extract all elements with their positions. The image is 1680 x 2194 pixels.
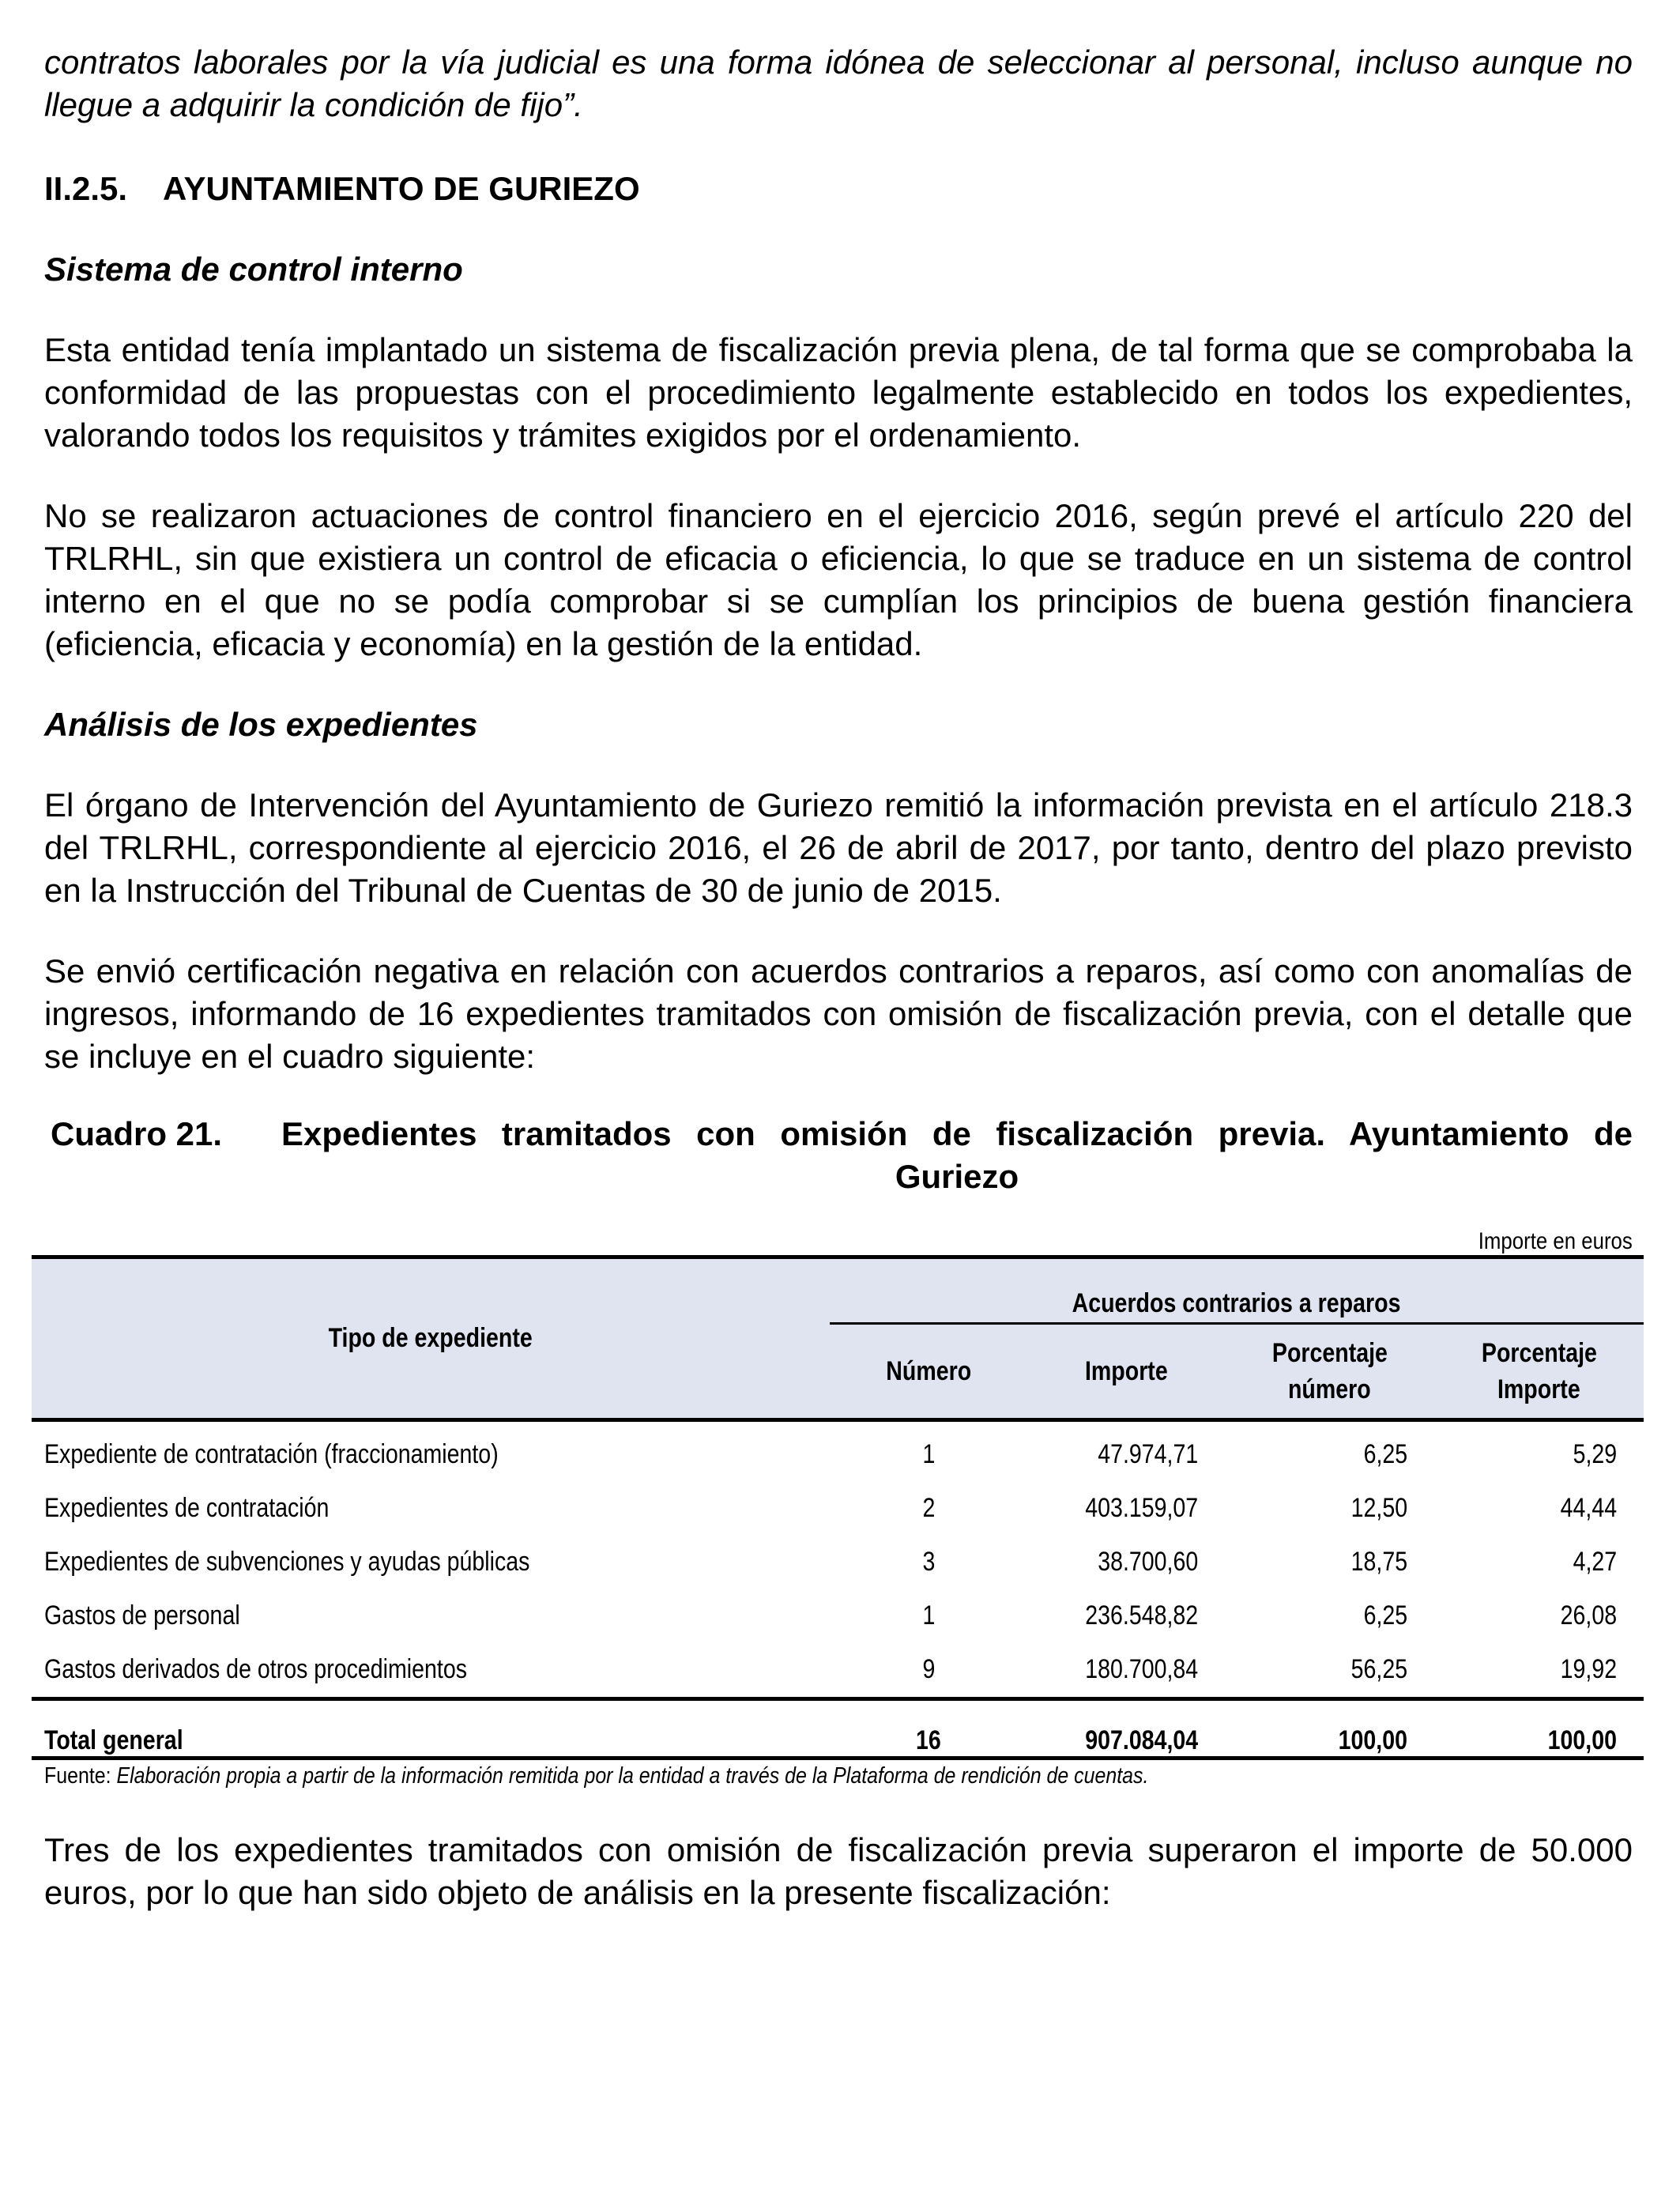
- table-total-row: [32, 1698, 1644, 1758]
- expedientes-table: [32, 1255, 1644, 1760]
- source-text: Elaboración propia a partir de la información remitida por la entidad a través de la Plataforma de rendición de cuentas.: [116, 1762, 1149, 1789]
- cell-pct-numero: 18,75: [1350, 1547, 1407, 1577]
- section-number: II.2.5.: [44, 170, 128, 207]
- cell-numero: 1: [922, 1439, 935, 1469]
- table-source-note: [44, 1763, 1633, 1789]
- total-pct-importe: 100,00: [1434, 1698, 1644, 1758]
- caption-text: Expedientes tramitados con omisión de fiscalización previa. Ayuntamiento de Guriezo: [281, 1115, 1633, 1195]
- cell-tipo: Gastos de personal: [44, 1600, 240, 1630]
- source-label: Fuente:: [44, 1762, 111, 1789]
- cell-pct-importe: 26,08: [1560, 1600, 1617, 1630]
- paragraph-control-financiero: No se realizaron actuaciones de control financiero en el ejercicio 2016, según prevé el artículo 220 del TRLRHL, sin que existiera un control de eficacia o eficiencia, lo que se traduce en un sistema de control interno en el que no se podía comprobar si se cumplían los principios de buena gestión financiera (eficiencia, eficacia y economía) en la gestión de la entidad.: [44, 497, 1633, 662]
- paragraph-organo-intervencion: El órgano de Intervención del Ayuntamiento de Guriezo remitió la información prevista en el artículo 218.3 del TRLRHL, correspondiente al ejercicio 2016, el 26 de abril de 2017, por tanto, dentro del plazo previsto en la Instrucción del Tribunal de Cuentas de 30 de junio de 2015.: [44, 786, 1633, 909]
- cell-pct-importe: 4,27: [1573, 1547, 1617, 1577]
- header-pct-numero: Porcentaje número: [1225, 1324, 1434, 1420]
- table-row: [32, 1428, 1644, 1482]
- cell-numero: 3: [922, 1547, 935, 1577]
- total-numero: 16: [830, 1698, 1027, 1758]
- cell-pct-importe: 5,29: [1573, 1439, 1617, 1469]
- header-tipo: Tipo de expediente: [32, 1257, 830, 1420]
- header-pct-importe: Porcentaje Importe: [1434, 1324, 1644, 1420]
- cell-pct-importe: 44,44: [1560, 1493, 1617, 1523]
- header-importe: Importe: [1027, 1324, 1225, 1420]
- cell-tipo: Expedientes de contratación: [44, 1493, 330, 1523]
- subheading-analisis: Análisis de los expedientes: [44, 706, 478, 743]
- caption-label: Cuadro 21.: [51, 1115, 223, 1152]
- paragraph-fiscalizacion: Esta entidad tenía implantado un sistema de fiscalización previa plena, de tal forma que se comprobaba la conformidad de las propuestas con el procedimiento legalmente establecido en todos los expedientes, valorando todos los requisitos y trámites exigidos por el ordenamiento.: [44, 331, 1633, 454]
- total-importe: 907.084,04: [1027, 1698, 1225, 1758]
- cell-importe: 38.700,60: [1097, 1547, 1198, 1577]
- table-row: [32, 1589, 1644, 1643]
- cell-importe: 403.159,07: [1085, 1493, 1198, 1523]
- cell-importe: 180.700,84: [1085, 1654, 1198, 1684]
- cell-pct-numero: 12,50: [1350, 1493, 1407, 1523]
- table-unit-note: [44, 1228, 1633, 1255]
- total-pct-numero: 100,00: [1225, 1698, 1434, 1758]
- cell-pct-numero: 6,25: [1363, 1600, 1407, 1630]
- cell-tipo: Expediente de contratación (fraccionamiento): [44, 1439, 499, 1469]
- cell-pct-importe: 19,92: [1560, 1654, 1617, 1684]
- cell-pct-numero: 56,25: [1350, 1654, 1407, 1684]
- cell-importe: 47.974,71: [1097, 1439, 1198, 1469]
- cell-tipo: Expedientes de subvenciones y ayudas públicas: [44, 1547, 530, 1577]
- table-header-row-1: [32, 1257, 1644, 1324]
- header-group-acuerdos: Acuerdos contrarios a reparos: [830, 1257, 1644, 1324]
- table-row: [32, 1536, 1644, 1589]
- cell-numero: 1: [922, 1600, 935, 1630]
- cell-tipo: Gastos derivados de otros procedimientos: [44, 1654, 467, 1684]
- paragraph-certificacion: Se envió certificación negativa en relación con acuerdos contrarios a reparos, así como con anomalías de ingresos, informando de 16 expedientes tramitados con omisión de fiscalización previa, con el detalle que se incluye en el cuadro siguiente:: [44, 952, 1633, 1075]
- intro-paragraph: contratos laborales por la vía judicial es una forma idónea de seleccionar al personal, incluso aunque no llegue a adquirir la condición de fijo”.: [44, 43, 1633, 123]
- cell-pct-numero: 6,25: [1363, 1439, 1407, 1469]
- table-caption: [44, 1113, 1633, 1198]
- unit-text: Importe en euros: [1478, 1228, 1633, 1254]
- cell-importe: 236.548,82: [1085, 1600, 1198, 1630]
- cell-numero: 9: [922, 1654, 935, 1684]
- subheading-control-interno: Sistema de control interno: [44, 251, 463, 288]
- paragraph-conclusion: Tres de los expedientes tramitados con omisión de fiscalización previa superaron el importe de 50.000 euros, por lo que han sido objeto de análisis en la presente fiscalización:: [44, 1830, 1633, 1911]
- cell-numero: 2: [922, 1493, 935, 1523]
- section-title: AYUNTAMIENTO DE GURIEZO: [163, 170, 640, 207]
- table-row: [32, 1643, 1644, 1699]
- document-page: [44, 41, 1633, 1914]
- section-heading: [44, 168, 1633, 210]
- table-row: [32, 1482, 1644, 1536]
- total-label: Total general: [32, 1698, 830, 1758]
- header-numero: Número: [830, 1324, 1027, 1420]
